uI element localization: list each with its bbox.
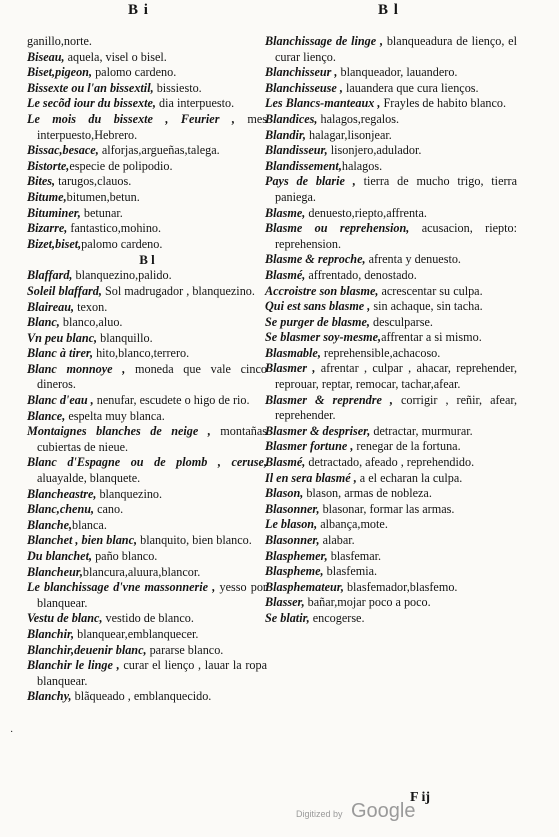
dictionary-entry bbox=[27, 424, 267, 455]
entry-headword: Montaignes blanches de neige , bbox=[27, 424, 211, 439]
entry-translation: tierra de mucho trigo, tierra paniega. bbox=[275, 174, 518, 204]
dictionary-entry bbox=[27, 565, 267, 581]
entry-translation: acusacion, riepto: reprehension. bbox=[275, 221, 517, 251]
entry-headword: Blanc d'Espagne ou de plomb , ceruse, bbox=[27, 455, 267, 470]
entry-headword: Blasphemer, bbox=[265, 548, 328, 563]
dictionary-entry bbox=[265, 595, 517, 611]
entry-translation: hito,blanco,terrero. bbox=[93, 346, 190, 361]
entry-headword: Blanc,chenu, bbox=[27, 502, 95, 517]
entry-headword: Blanche, bbox=[27, 517, 73, 532]
entry-translation: mes interpuesto,Hebrero. bbox=[37, 111, 267, 142]
entry-headword: Bitume, bbox=[27, 189, 67, 204]
entry-translation: lisonjero,adulador. bbox=[327, 143, 422, 158]
dictionary-entry bbox=[265, 549, 517, 565]
entry-headword: Se purger de blasme, bbox=[265, 314, 370, 329]
entry-translation: halagar,lisonjear. bbox=[305, 127, 392, 142]
entry-headword: Se blatir, bbox=[265, 610, 310, 625]
dictionary-entry bbox=[265, 439, 517, 455]
entry-headword: Blasonner, bbox=[265, 533, 320, 547]
watermark-small-text: Digitized by bbox=[296, 809, 343, 819]
dictionary-entry bbox=[265, 580, 517, 596]
dictionary-entry bbox=[265, 128, 517, 144]
entry-translation: detractar, murmurar. bbox=[370, 423, 473, 438]
entry-headword: Blasmer & reprendre , bbox=[265, 392, 393, 407]
dictionary-entry bbox=[27, 346, 267, 362]
entry-headword: Il en sera blasmé , bbox=[265, 470, 357, 485]
entry-translation: corrigir , reñir, afear, reprehender. bbox=[275, 392, 517, 423]
dictionary-entry bbox=[27, 627, 267, 643]
entry-translation: palomo cardeno. bbox=[92, 65, 177, 80]
dictionary-entry bbox=[265, 143, 517, 159]
entry-translation: palomo cardeno. bbox=[81, 236, 163, 251]
entry-headword: Blanc, bbox=[27, 315, 60, 330]
dictionary-entry bbox=[27, 580, 267, 611]
entry-translation: blasfemar. bbox=[327, 548, 382, 563]
dictionary-entry bbox=[27, 549, 267, 565]
dictionary-entry bbox=[27, 65, 267, 81]
entry-headword: Bizet,biset, bbox=[27, 236, 82, 251]
dictionary-entry bbox=[27, 221, 267, 237]
right-running-head: B l bbox=[378, 2, 399, 18]
entry-translation: aquela, visel o bisel. bbox=[64, 49, 167, 64]
dictionary-entry bbox=[265, 346, 517, 362]
dictionary-entry bbox=[265, 284, 517, 300]
dictionary-entry bbox=[27, 50, 267, 66]
entry-translation: blanqueador, lauandero. bbox=[337, 65, 458, 80]
dictionary-entry bbox=[265, 252, 517, 268]
dictionary-entry bbox=[27, 112, 267, 143]
entry-translation: affrentado, denostado. bbox=[305, 267, 417, 282]
entry-translation: acrescentar su culpa. bbox=[378, 283, 483, 298]
entry-translation: albança,mote. bbox=[317, 517, 388, 532]
dictionary-entry bbox=[265, 330, 517, 346]
dictionary-entry bbox=[27, 611, 267, 627]
entry-headword: Blaffard, bbox=[27, 268, 73, 283]
entry-translation: alforjas,argueñas,talega. bbox=[98, 143, 220, 158]
entry-translation: sin achaque, sin tacha. bbox=[370, 299, 483, 314]
dictionary-entry bbox=[27, 518, 267, 534]
entry-translation: Sol madrugador , blanquezino. bbox=[101, 283, 255, 298]
dictionary-entry bbox=[27, 502, 267, 518]
dictionary-entry bbox=[265, 517, 517, 533]
left-column bbox=[27, 34, 267, 705]
entry-translation: ganillo,norte. bbox=[27, 34, 92, 48]
section-heading: B l bbox=[139, 252, 155, 268]
marginal-mark: · bbox=[10, 727, 14, 738]
dictionary-entry bbox=[27, 34, 267, 50]
entry-translation: renegar de la fortuna. bbox=[353, 439, 461, 454]
entry-headword: Bites, bbox=[27, 174, 56, 189]
dictionary-entry bbox=[265, 81, 517, 97]
dictionary-entry bbox=[265, 611, 517, 627]
entry-headword: Blanc à tirer, bbox=[27, 346, 94, 361]
entry-headword: Soleil blaffard, bbox=[27, 283, 102, 298]
dictionary-entry bbox=[265, 221, 517, 252]
dictionary-entry bbox=[265, 361, 517, 392]
right-column bbox=[265, 34, 517, 627]
entry-headword: Blandissement, bbox=[265, 158, 342, 173]
entry-translation: halagos. bbox=[341, 158, 383, 173]
entry-translation: blasfemador,blasfemo. bbox=[343, 579, 458, 594]
entry-headword: Blanc d'eau , bbox=[27, 393, 94, 408]
entry-translation: blasonar, formar las armas. bbox=[319, 501, 455, 516]
entry-translation: Frayles de habito blanco. bbox=[380, 96, 507, 111]
entry-headword: Blasmé, bbox=[265, 455, 306, 470]
dictionary-entry bbox=[265, 159, 517, 175]
dictionary-entry bbox=[27, 300, 267, 316]
entry-headword: Blanchisseur , bbox=[265, 65, 338, 80]
dictionary-entry bbox=[27, 393, 267, 409]
dictionary-entry bbox=[27, 268, 267, 284]
entry-headword: Blanchir,deuenir blanc, bbox=[27, 642, 147, 657]
entry-translation: afrentar , culpar , ahacar, reprehender, reprouar, reptar, remocar, tachar,afear. bbox=[275, 361, 518, 392]
dictionary-entry bbox=[27, 174, 267, 190]
entry-translation: blanquezino,palido. bbox=[72, 268, 172, 283]
dictionary-entry bbox=[27, 689, 267, 705]
entry-translation: detractado, afeado , reprehendido. bbox=[305, 455, 475, 470]
entry-translation: affrentar a si mismo. bbox=[381, 330, 482, 345]
entry-translation: bitumen,betun. bbox=[66, 189, 140, 204]
entry-headword: Blasmé, bbox=[265, 267, 306, 282]
entry-translation: tarugos,clauos. bbox=[55, 174, 132, 189]
entry-translation: texon. bbox=[74, 299, 108, 314]
dictionary-entry bbox=[265, 471, 517, 487]
digitized-watermark bbox=[296, 800, 415, 823]
dictionary-entry bbox=[265, 393, 517, 424]
entry-headword: Blasonner, bbox=[265, 501, 320, 516]
entry-headword: Blasmer , bbox=[265, 361, 316, 376]
entry-translation: yesso por blanquear. bbox=[37, 580, 267, 610]
entry-translation: blãqueado , emblanquecido. bbox=[71, 689, 212, 704]
dictionary-entry bbox=[27, 237, 267, 253]
dictionary-entry bbox=[265, 34, 517, 65]
dictionary-entry bbox=[27, 81, 267, 97]
entry-translation: blancura,aluura,blancor. bbox=[82, 564, 201, 579]
entry-translation: bañar,mojar poco a poco. bbox=[304, 595, 431, 610]
entry-headword: Vn peu blanc, bbox=[27, 330, 98, 345]
dictionary-entry bbox=[27, 362, 267, 393]
entry-translation: bissiesto. bbox=[153, 80, 202, 95]
dictionary-entry bbox=[27, 96, 267, 112]
entry-translation: reprehensible,achacoso. bbox=[320, 345, 441, 360]
dictionary-entry bbox=[27, 487, 267, 503]
dictionary-entry bbox=[265, 486, 517, 502]
entry-translation: blanqueadura de lienço, el curar lienço. bbox=[275, 34, 517, 64]
entry-headword: Blasphemateur, bbox=[265, 579, 344, 594]
entry-headword: Blanc monnoye , bbox=[27, 361, 126, 376]
entry-headword: Qui est sans blasme , bbox=[265, 299, 371, 314]
dictionary-entry bbox=[27, 190, 267, 206]
entry-translation: desculparse. bbox=[369, 314, 433, 329]
dictionary-entry bbox=[27, 658, 267, 689]
entry-headword: Se blasmer soy-mesme, bbox=[265, 330, 382, 345]
left-running-head: B i bbox=[128, 2, 149, 18]
entry-headword: Blandir, bbox=[265, 127, 306, 142]
dictionary-entry bbox=[27, 315, 267, 331]
entry-translation: curar el lienço , lauar la ropa blanquear. bbox=[37, 658, 267, 688]
entry-translation: especie de polipodio. bbox=[69, 158, 173, 173]
dictionary-entry bbox=[27, 206, 267, 222]
dictionary-entry bbox=[27, 143, 267, 159]
entry-headword: Blasser, bbox=[265, 595, 305, 610]
entry-translation: halagos,regalos. bbox=[317, 111, 400, 126]
entry-headword: Les Blancs-manteaux , bbox=[265, 96, 381, 111]
entry-translation: denuesto,riepto,affrenta. bbox=[305, 205, 427, 220]
entry-headword: Accroistre son blasme, bbox=[265, 283, 379, 298]
entry-translation: blanca. bbox=[72, 517, 107, 532]
entry-translation: afrenta y denuesto. bbox=[365, 252, 461, 267]
entry-translation: blanquear,emblanquecer. bbox=[74, 626, 199, 641]
entry-translation: pararse blanco. bbox=[146, 642, 224, 657]
dictionary-entry bbox=[265, 268, 517, 284]
entry-translation: dia interpuesto. bbox=[155, 96, 235, 111]
dictionary-entry bbox=[265, 564, 517, 580]
entry-headword: Bituminer, bbox=[27, 205, 81, 220]
entry-translation: moneda que vale cinco dineros. bbox=[37, 361, 268, 392]
entry-headword: Biseau, bbox=[27, 49, 65, 64]
dictionary-entry bbox=[27, 643, 267, 659]
entry-translation: montañas cubiertas de nieue. bbox=[37, 424, 267, 454]
entry-headword: Vestu de blanc, bbox=[27, 611, 103, 626]
entry-headword: Blason, bbox=[265, 486, 304, 501]
dictionary-entry bbox=[27, 331, 267, 347]
dictionary-entry bbox=[265, 424, 517, 440]
dictionary-entry bbox=[27, 284, 267, 300]
entry-translation: fantastico,mohino. bbox=[67, 221, 162, 236]
dictionary-entry bbox=[265, 533, 517, 549]
entry-headword: Blancheastre, bbox=[27, 486, 97, 501]
entry-headword: Bissac,besace, bbox=[27, 143, 99, 158]
dictionary-entry bbox=[27, 409, 267, 425]
entry-headword: Blandices, bbox=[265, 111, 318, 126]
entry-headword: Blanchisseuse , bbox=[265, 80, 343, 95]
entry-headword: Le mois du bissexte , Feurier , bbox=[27, 111, 235, 126]
entry-headword: Blanchy, bbox=[27, 689, 72, 704]
entry-headword: Blanchir, bbox=[27, 626, 75, 641]
entry-headword: Blanchir le linge , bbox=[27, 658, 120, 673]
entry-headword: Bissexte ou l'an bissextil, bbox=[27, 80, 154, 95]
dictionary-entry bbox=[265, 174, 517, 205]
entry-headword: Blasmer & despriser, bbox=[265, 423, 371, 438]
entry-headword: Blaspheme, bbox=[265, 564, 324, 579]
entry-translation: nenufar, escudete o higo de rio. bbox=[93, 393, 250, 408]
entry-translation: espelta muy blanca. bbox=[65, 408, 165, 423]
dictionary-entry bbox=[265, 96, 517, 112]
entry-translation: cano. bbox=[94, 502, 124, 517]
dictionary-entry bbox=[265, 315, 517, 331]
dictionary-entry bbox=[27, 159, 267, 175]
entry-headword: Bistorte, bbox=[27, 158, 70, 173]
entry-headword: Du blanchet, bbox=[27, 549, 93, 563]
entry-translation: encogerse. bbox=[309, 610, 365, 625]
entry-headword: Bizarre, bbox=[27, 221, 68, 236]
entry-headword: Le secõd iour du bissexte, bbox=[27, 96, 156, 111]
dictionary-entry bbox=[265, 65, 517, 81]
entry-headword: Blandisseur, bbox=[265, 143, 328, 158]
entry-translation: blason, armas de nobleza. bbox=[303, 486, 432, 501]
entry-headword: Blasmable, bbox=[265, 345, 321, 360]
entry-translation: a el echaran la culpa. bbox=[356, 470, 463, 485]
entry-translation: blanquito, bien blanco. bbox=[137, 533, 252, 548]
entry-headword: Blance, bbox=[27, 408, 66, 423]
entry-translation: blanco,aluo. bbox=[59, 315, 123, 330]
entry-headword: Pays de blarie , bbox=[265, 174, 356, 189]
entry-translation: alabar. bbox=[319, 533, 355, 547]
dictionary-entry bbox=[265, 502, 517, 518]
entry-translation: betunar. bbox=[80, 205, 123, 220]
entry-headword: Le blason, bbox=[265, 517, 318, 532]
entry-headword: Blasme ou reprehension, bbox=[265, 221, 410, 236]
entry-headword: Blasmer fortune , bbox=[265, 439, 354, 454]
signature-mark: F ij bbox=[410, 790, 431, 805]
entry-translation: blanquillo. bbox=[97, 330, 153, 345]
dictionary-entry bbox=[265, 455, 517, 471]
entry-headword: Biset,pigeon, bbox=[27, 65, 93, 80]
entry-translation: blanquezino. bbox=[96, 486, 163, 501]
entry-headword: Blancheur, bbox=[27, 564, 83, 579]
dictionary-entry bbox=[27, 533, 267, 549]
dictionary-entry bbox=[265, 112, 517, 128]
dictionary-entry bbox=[265, 206, 517, 222]
dictionary-entry bbox=[265, 299, 517, 315]
entry-translation: aluayalde, blanquete. bbox=[37, 471, 141, 486]
entry-headword: Blaireau, bbox=[27, 299, 75, 314]
entry-translation: blasfemia. bbox=[323, 564, 378, 579]
entry-headword: Blanchissage de linge , bbox=[265, 34, 384, 48]
dictionary-entry bbox=[27, 455, 267, 486]
entry-translation: paño blanco. bbox=[92, 549, 158, 563]
entry-translation: lauandera que cura lienços. bbox=[342, 80, 479, 95]
watermark-logo-text: Google bbox=[350, 800, 416, 822]
entry-headword: Blasme, bbox=[265, 205, 306, 220]
entry-headword: Blanchet , bien blanc, bbox=[27, 533, 138, 548]
entry-translation: vestido de blanco. bbox=[102, 611, 194, 626]
entry-headword: Le blanchissage d'vne massonnerie , bbox=[27, 580, 216, 595]
entry-headword: Blasme & reproche, bbox=[265, 252, 366, 267]
